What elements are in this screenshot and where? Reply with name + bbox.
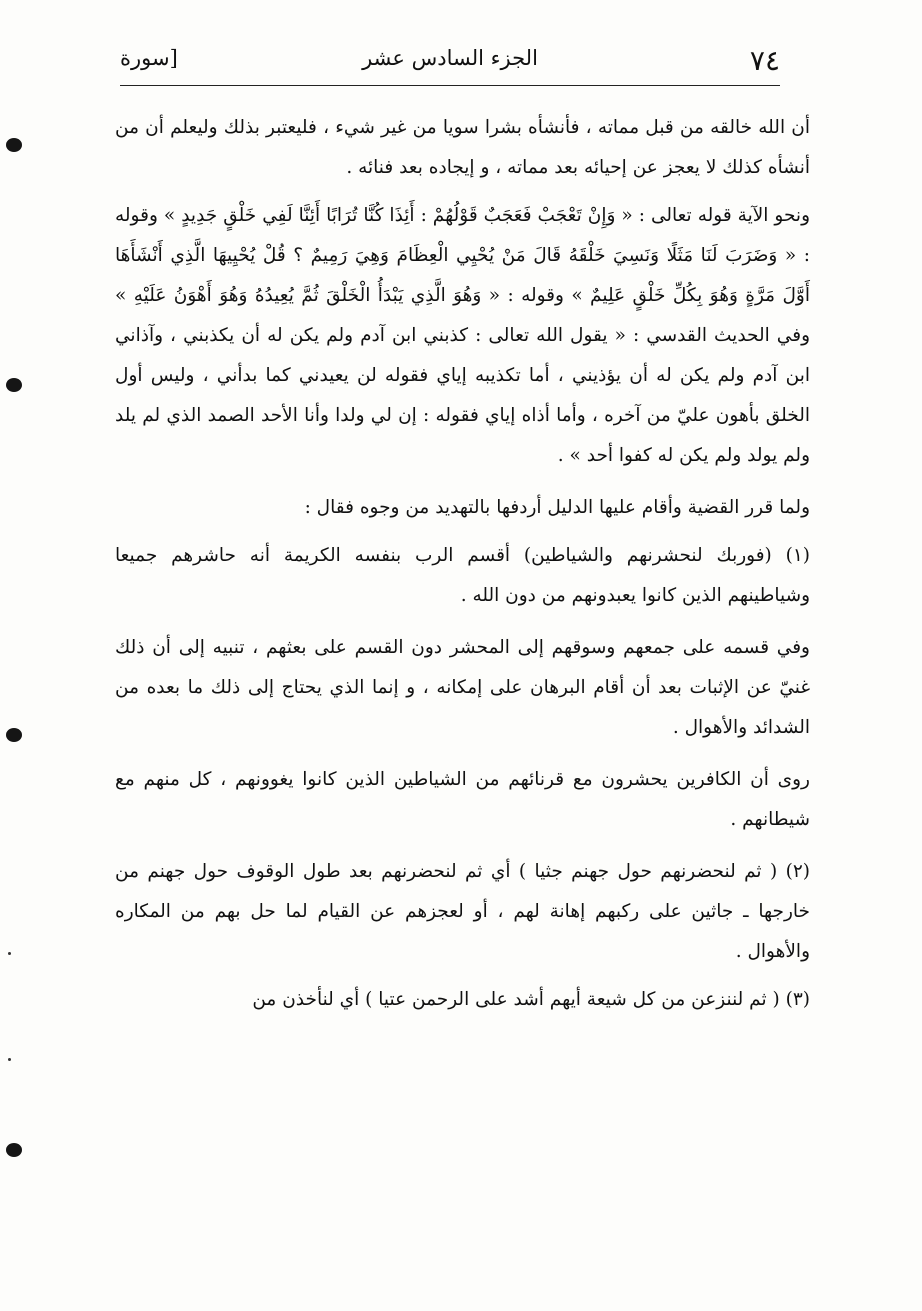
binding-hole-mark (6, 1143, 22, 1157)
scan-speck (8, 952, 11, 955)
paragraph: (٢) ( ثم لنحضرنهم حول جهنم جثيا ) أي ثم لنحضرنهم بعد طول الوقوف حول جهنم من خارجها ـ جاثين على ركبهم إهانة لهم ، أو لعجزهم عن القيام لما حل بهم من المكاره والأهوال . (115, 861, 810, 962)
scan-speck (8, 1058, 11, 1061)
binding-hole-mark (6, 728, 22, 742)
paragraph: وفي قسمه على جمعهم وسوقهم إلى المحشر دون القسم على بعثهم ، تنبيه إلى أن ذلك غنيّ عن الإثبات بعد أن أقام البرهان على إمكانه ، و إنما الذي يحتاج إلى ذلك ما بعده من الشدائد والأهوال . (115, 637, 810, 738)
paragraph: ولما قرر القضية وأقام عليها الدليل أردفها بالتهديد من وجوه فقال : (304, 497, 810, 518)
part-title: الجزء السادس عشر (362, 46, 538, 70)
paragraph: (٣) ( ثم لننزعن من كل شيعة أيهم أشد على الرحمن عتيا ) أي لنأخذن من (252, 989, 810, 1010)
body-text (115, 108, 810, 1028)
binding-hole-mark (6, 378, 22, 392)
surah-label: [سورة (120, 46, 178, 70)
page-header (120, 40, 780, 86)
paragraph: (١) (فوربك لنحشرنهم والشياطين) أقسم الرب بنفسه الكريمة أنه حاشرهم جميعا وشياطينهم الذين كانوا يعبدونهم من دون الله . (115, 545, 810, 606)
paragraph: أن الله خالقه من قبل مماته ، فأنشأه بشرا سويا من غير شيء ، فليعتبر بذلك وليعلم أن من أنشأه كذلك لا يعجز عن إحيائه بعد مماته ، و إيجاده بعد فنائه . (115, 117, 810, 178)
binding-hole-mark (6, 138, 22, 152)
header-rule (120, 85, 780, 86)
paragraph: ونحو الآية قوله تعالى : « وَإِنْ تَعْجَبْ فَعَجَبٌ قَوْلُهُمْ : أَئِذَا كُنَّا تُرَابًا أَئِنَّا لَفِي خَلْقٍ جَدِيدٍ » وقوله : « وَضَرَبَ لَنَا مَثَلًا وَنَسِيَ خَلْقَهُ قَالَ مَنْ يُحْيِي الْعِظَامَ وَهِيَ رَمِيمٌ ؟ قُلْ يُحْيِيهَا الَّذِي أَنْشَأَهَا أَوَّلَ مَرَّةٍ وَهُوَ بِكُلِّ خَلْقٍ عَلِيمٌ » وقوله : « وَهُوَ الَّذِي يَبْدَأُ الْخَلْقَ ثُمَّ يُعِيدُهُ وَهُوَ أَهْوَنُ عَلَيْهِ » وفي الحديث القدسي : « يقول الله تعالى : كذبني ابن آدم ولم يكن له أن يكذبني ، وآذاني ابن آدم ولم يكن له أن يؤذيني ، أما تكذيبه إياي فقوله لن يعيدني كما بدأني ، وليس أول الخلق بأهون عليّ من آخره ، وأما أذاه إياي فقوله : إن لي ولدا وأنا الأحد الصمد الذي لم يلد ولم يولد ولم يكن له كفوا أحد » . (115, 205, 810, 466)
paragraph: روى أن الكافرين يحشرون مع قرنائهم من الشياطين الذين كانوا يغوونهم ، كل منهم مع شيطانهم . (115, 769, 810, 830)
page-number: ٧٤ (749, 44, 780, 77)
